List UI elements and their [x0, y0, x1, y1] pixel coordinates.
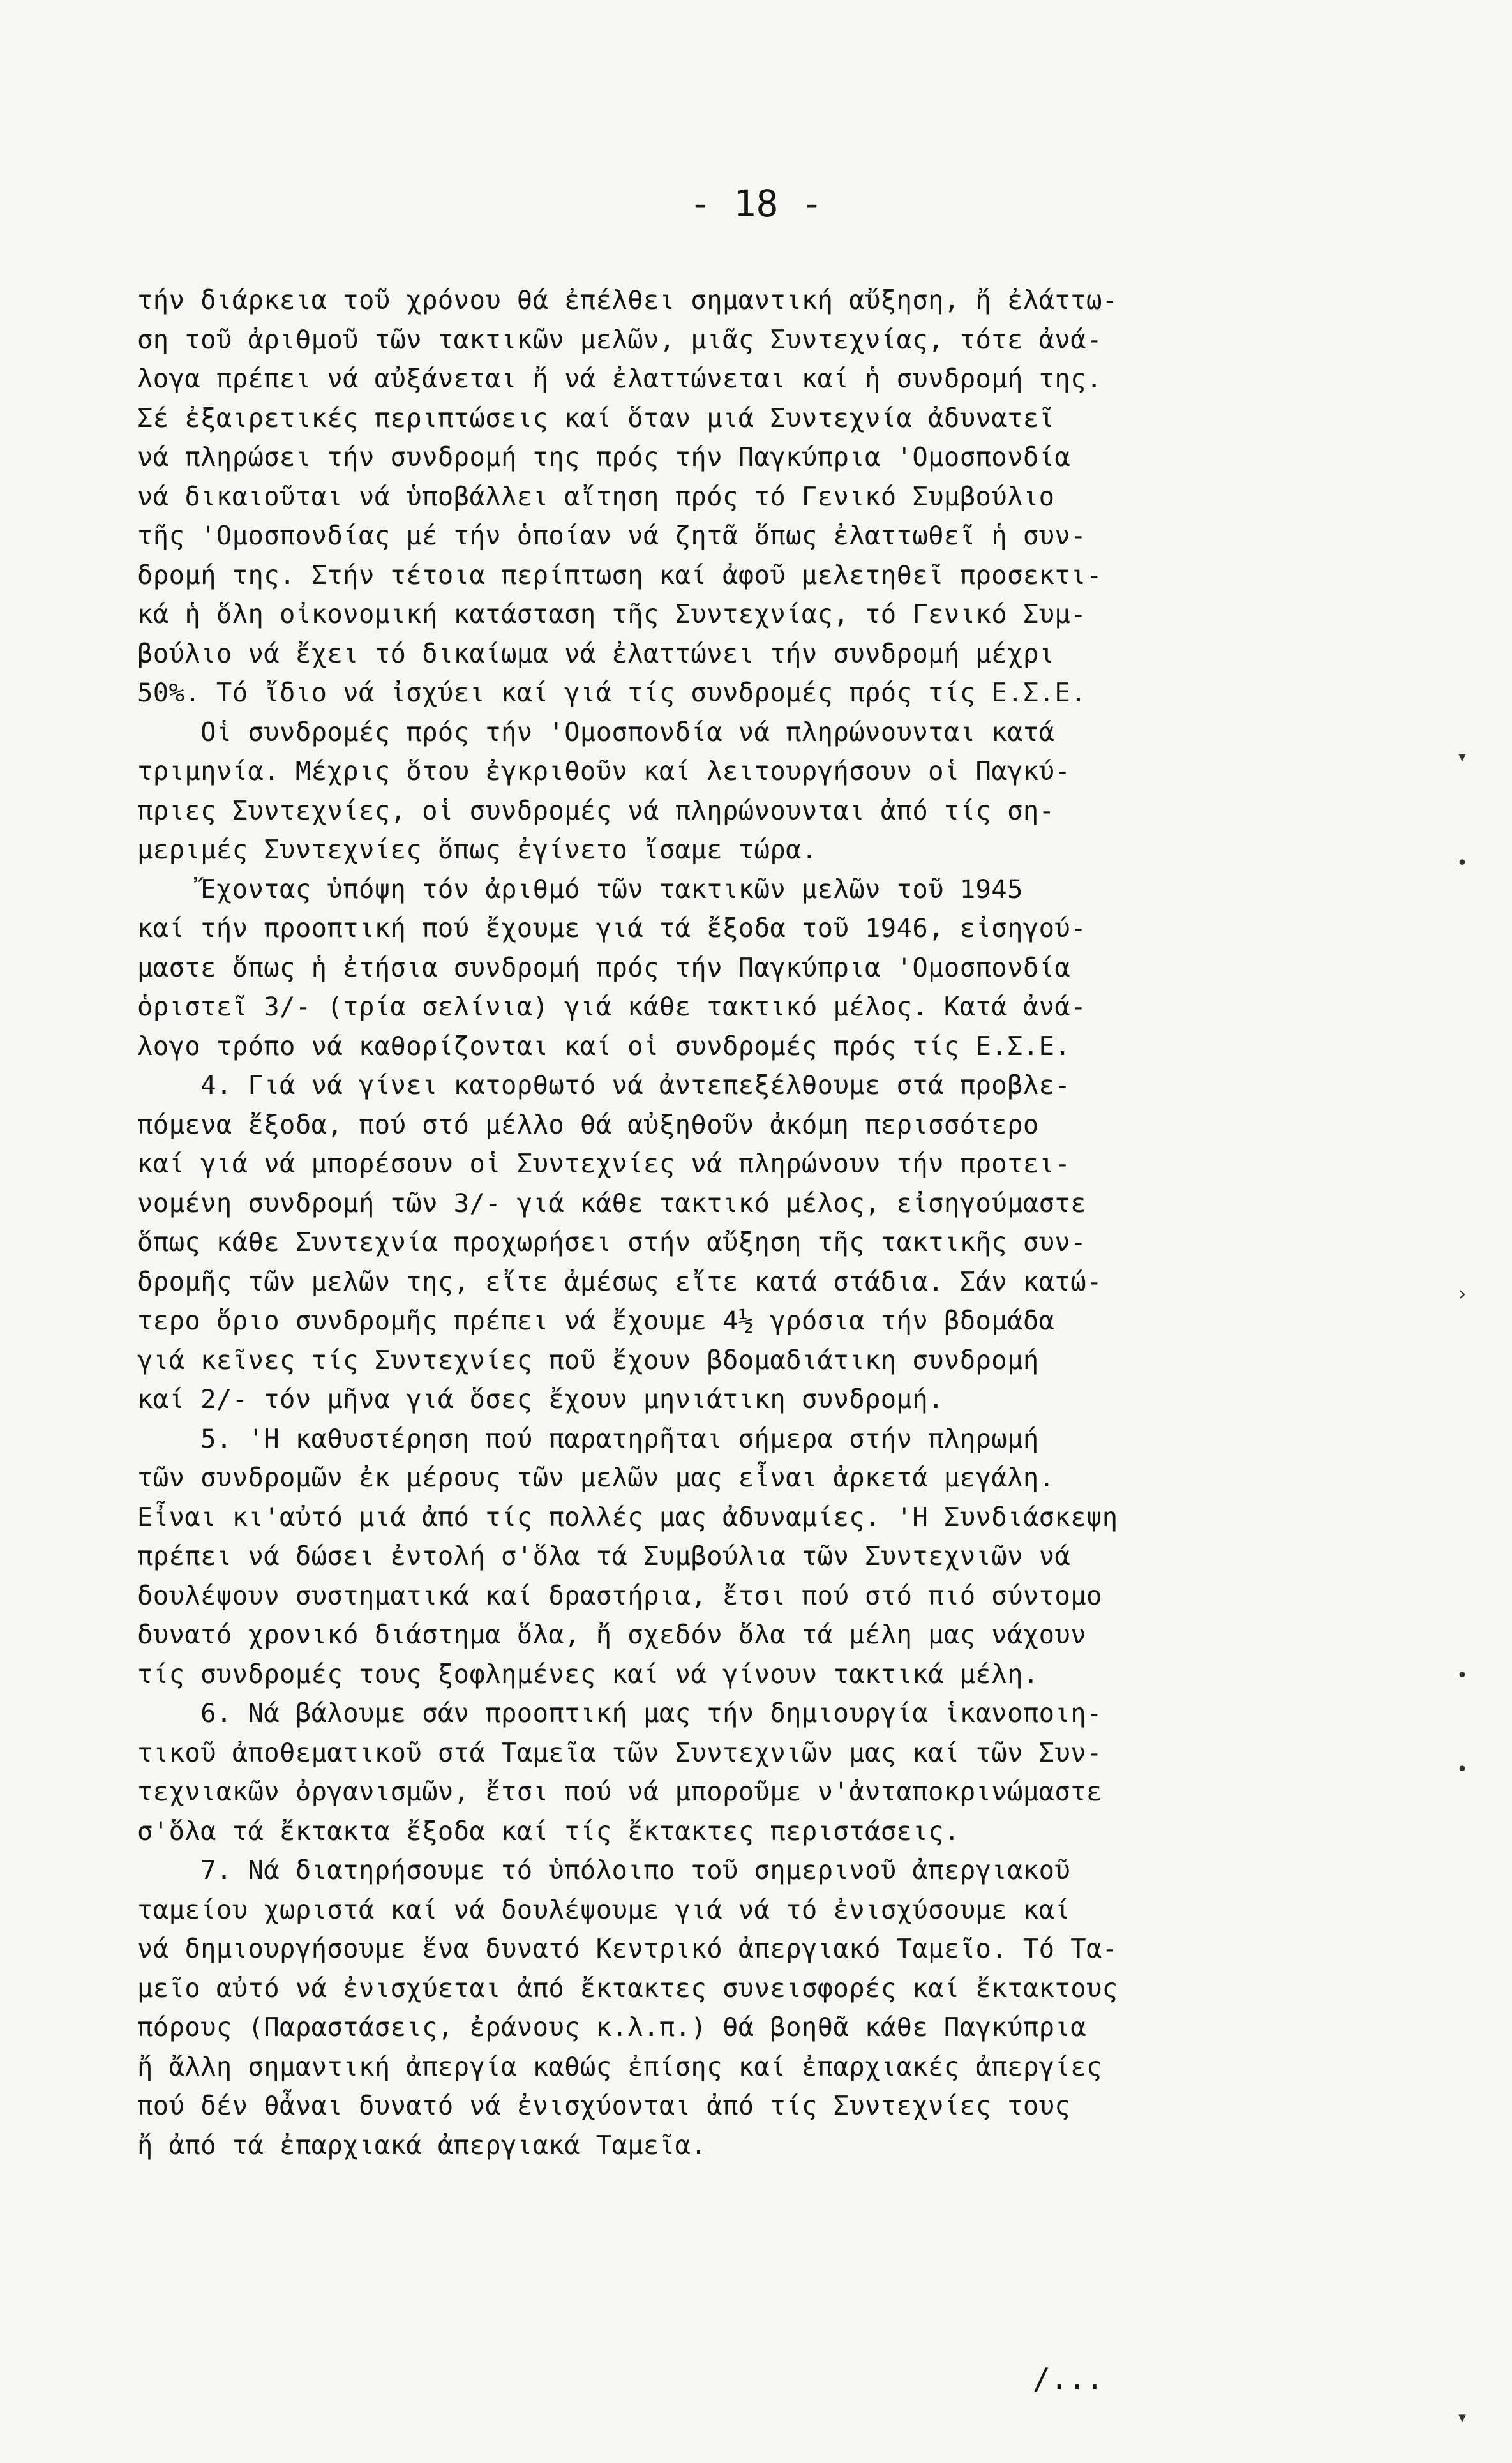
document-body — [137, 281, 1388, 2165]
margin-mark: › — [1456, 1283, 1469, 1305]
paragraph-point-4: 4. Γιά νά γίνει κατορθωτό νά ἀντεπεξέλθουμε στά προβλε- πόμενα ἔξοδα, πού στό μέλλο θά αὐξηθοῦν ἀκόμη περισσότερο καί γιά νά μπορέσουν οἱ Συντεχνίες νά πληρώνουν τήν προτει- νομένη συνδρομή τῶν 3/- γιά κάθε τακτικό μέλος, εἰσηγούμαστε ὅπως κάθε Συντεχνία προχωρήσει στήν αὔξηση τῆς τακτικῆς συν- δρομῆς τῶν μελῶν της, εἴτε ἀμέσως εἴτε κατά στάδια. Σάν κατώ- τερο ὅριο συνδρομῆς πρέπει νά ἔχουμε 4½ γρόσια τήν βδομάδα γιά κεῖνες τίς Συντεχνίες ποῦ ἔχουν βδομαδιάτικη συνδρομή καί 2/- τόν μῆνα γιά ὅσες ἔχουν μηνιάτικη συνδρομή. — [137, 1070, 1102, 1414]
paragraph-quarterly: Οἱ συνδρομές πρός τήν 'Ομοσπονδία νά πληρώνουνται κατά τριμηνία. Μέχρις ὅτου ἐγκριθοῦν καί λειτουργήσουν οἱ Παγκύ- πριες Συντεχνίες, οἱ συνδρομές νά πληρώνουνται ἀπό τίς ση- μεριμές Συντεχνίες ὅπως ἐγίνετο ἴσαμε τώρα. — [137, 716, 1071, 865]
paragraph-point-5: 5. 'Η καθυστέρηση πού παρατηρῆται σήμερα στήν πληρωμή τῶν συνδρομῶν ἐκ μέρους τῶν μελῶν μας εἶναι ἀρκετά μεγάλη. Εἶναι κι'αὐτό μιά ἀπό τίς πολλές μας ἀδυναμίες. 'Η Συνδιάσκεψη πρέπει νά δώσει ἐντολή σ'ὅλα τά Συμβούλια τῶν Συντεχνιῶν νά δουλέψουν συστηματικά καί δραστήρια, ἔτσι πού στό πιό σύντομο δυνατό χρονικό διάστημα ὅλα, ἤ σχεδόν ὅλα τά μέλη μας νάχουν τίς συνδρομές τους ξοφλημένες καί νά γίνουν τακτικά μέλη. — [137, 1423, 1118, 1689]
margin-mark: • — [1456, 1665, 1469, 1687]
continuation-mark: /... — [1033, 2362, 1104, 2396]
paragraph-point-6: 6. Νά βάλουμε σάν προοπτική μας τήν δημιουργία ἱκανοποιη- τικοῦ ἀποθεματικοῦ στά Ταμεῖα τῶν Συντεχνιῶν μας καί τῶν Συν- τεχνιακῶν ὀργανισμῶν, ἔτσι πού νά μποροῦμε ν'ἀνταποκρινώμαστε σ'ὅλα τά ἔκτακτα ἔξοδα καί τίς ἔκτακτες περιστάσεις. — [137, 1698, 1102, 1846]
margin-mark: • — [1456, 852, 1469, 874]
page-number: - 18 - — [689, 182, 823, 225]
margin-mark: ▾ — [1456, 745, 1469, 768]
paragraph-point-7: 7. Νά διατηρήσουμε τό ὑπόλοιπο τοῦ σημερινοῦ ἀπεργιακοῦ ταμείου χωριστά καί νά δουλέψουμε γιά νά τό ἐνισχύσουμε καί νά δημιουργήσουμε ἕνα δυνατό Κεντρικό ἀπεργιακό Ταμεῖο. Τό Τα- μεῖο αὐτό νά ἐνισχύεται ἀπό ἔκτακτες συνεισφορές καί ἔκτακτους πόρους (Παραστάσεις, ἐράνους κ.λ.π.) θά βοηθᾶ κάθε Παγκύπρια ἤ ἄλλη σημαντική ἀπεργία καθώς ἐπίσης καί ἐπαρχιακές ἀπεργίες πού δέν θἆναι δυνατό νά ἐνισχύονται ἀπό τίς Συντεχνίες τους ἤ ἀπό τά ἐπαρχιακά ἀπεργιακά Ταμεῖα. — [137, 1855, 1118, 2160]
margin-mark: ▾ — [1456, 2406, 1469, 2429]
paragraph-intro: τήν διάρκεια τοῦ χρόνου θά ἐπέλθει σημαντική αὔξηση, ἤ ἐλάττω- ση τοῦ ἀριθμοῦ τῶν τακτικῶν μελῶν, μιᾶς Συντεχνίας, τότε ἀνά- λογα πρέπει νά αὐξάνεται ἤ νά ἐλαττώνεται καί ἡ συνδρομή της. Σέ ἐξαιρετικές περιπτώσεις καί ὅταν μιά Συντεχνία ἀδυνατεῖ νά πληρώσει τήν συνδρομή της πρός τήν Παγκύπρια 'Ομοσπονδία νά δικαιοῦται νά ὑποβάλλει αἴτηση πρός τό Γενικό Συμβούλιο τῆς 'Ομοσπονδίας μέ τήν ὁποίαν νά ζητᾶ ὅπως ἐλαττωθεῖ ἡ συν- δρομή της. Στήν τέτοια περίπτωση καί ἀφοῦ μελετηθεῖ προσεκτι- κά ἡ ὅλη οἰκονομική κατάσταση τῆς Συντεχνίας, τό Γενικό Συμ- βούλιο νά ἔχει τό δικαίωμα νά ἐλαττώνει τήν συνδρομή μέχρι 50%. Τό ἴδιο νά ἰσχύει καί γιά τίς συνδρομές πρός τίς Ε.Σ.Ε. — [137, 285, 1118, 708]
margin-mark: • — [1456, 1758, 1469, 1781]
paragraph-annual-fee: Ἔχοντας ὑπόψη τόν ἀριθμό τῶν τακτικῶν μελῶν τοῦ 1945 καί τήν προοπτική πού ἔχουμε γιά τά ἔξοδα τοῦ 1946, εἰσηγού- μαστε ὅπως ἡ ἐτήσια συνδρομή πρός τήν Παγκύπρια 'Ομοσπονδία ὁριστεῖ 3/- (τρία σελίνια) γιά κάθε τακτικό μέλος. Κατά ἀνά- λογο τρόπο νά καθορίζονται καί οἱ συνδρομές πρός τίς Ε.Σ.Ε. — [137, 873, 1086, 1061]
